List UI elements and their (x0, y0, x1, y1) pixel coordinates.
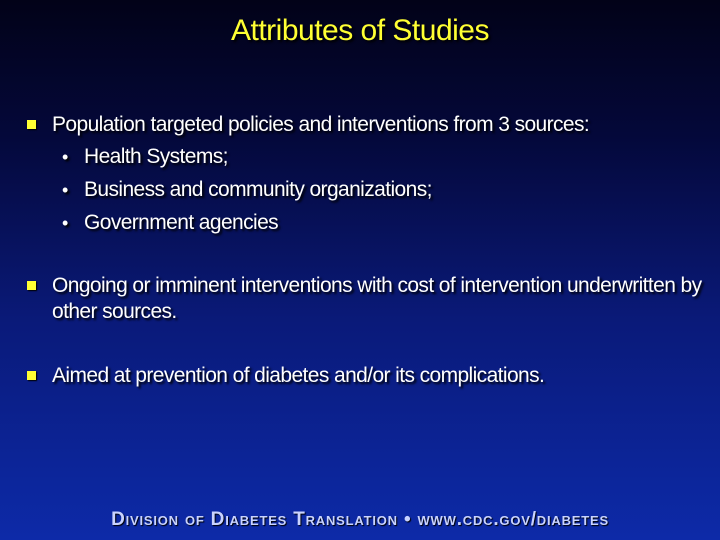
sub-bullet-text: Health Systems; (84, 145, 228, 168)
bullet-text: Population targeted policies and interventions from 3 sources: (52, 113, 590, 136)
bullet-list (24, 112, 714, 389)
bullet-text: Ongoing or imminent interventions with cost of intervention underwritten by other sources. (52, 274, 702, 323)
bullet-item-sources (24, 112, 714, 138)
sub-bullet-item (24, 177, 714, 203)
dot-bullet-icon: • (62, 180, 68, 200)
bullet-text: Aimed at prevention of diabetes and/or its complications. (52, 364, 545, 387)
sub-bullet-text: Business and community organizations; (84, 178, 432, 201)
dot-bullet-icon: • (62, 213, 68, 233)
sub-bullet-text: Government agencies (84, 211, 279, 234)
sub-bullet-list (24, 144, 714, 236)
sub-bullet-item (24, 144, 714, 170)
sub-bullet-item (24, 210, 714, 236)
dot-bullet-icon: • (62, 147, 68, 167)
square-bullet-icon (27, 120, 36, 129)
square-bullet-icon (27, 281, 36, 290)
slide-title: Attributes of Studies (231, 14, 489, 47)
bullet-item-ongoing (24, 273, 714, 325)
bullet-item-aimed (24, 363, 714, 389)
slide-footer: Division of Diabetes Translation • www.cdc.gov/diabetes (111, 509, 609, 530)
square-bullet-icon (27, 371, 36, 380)
